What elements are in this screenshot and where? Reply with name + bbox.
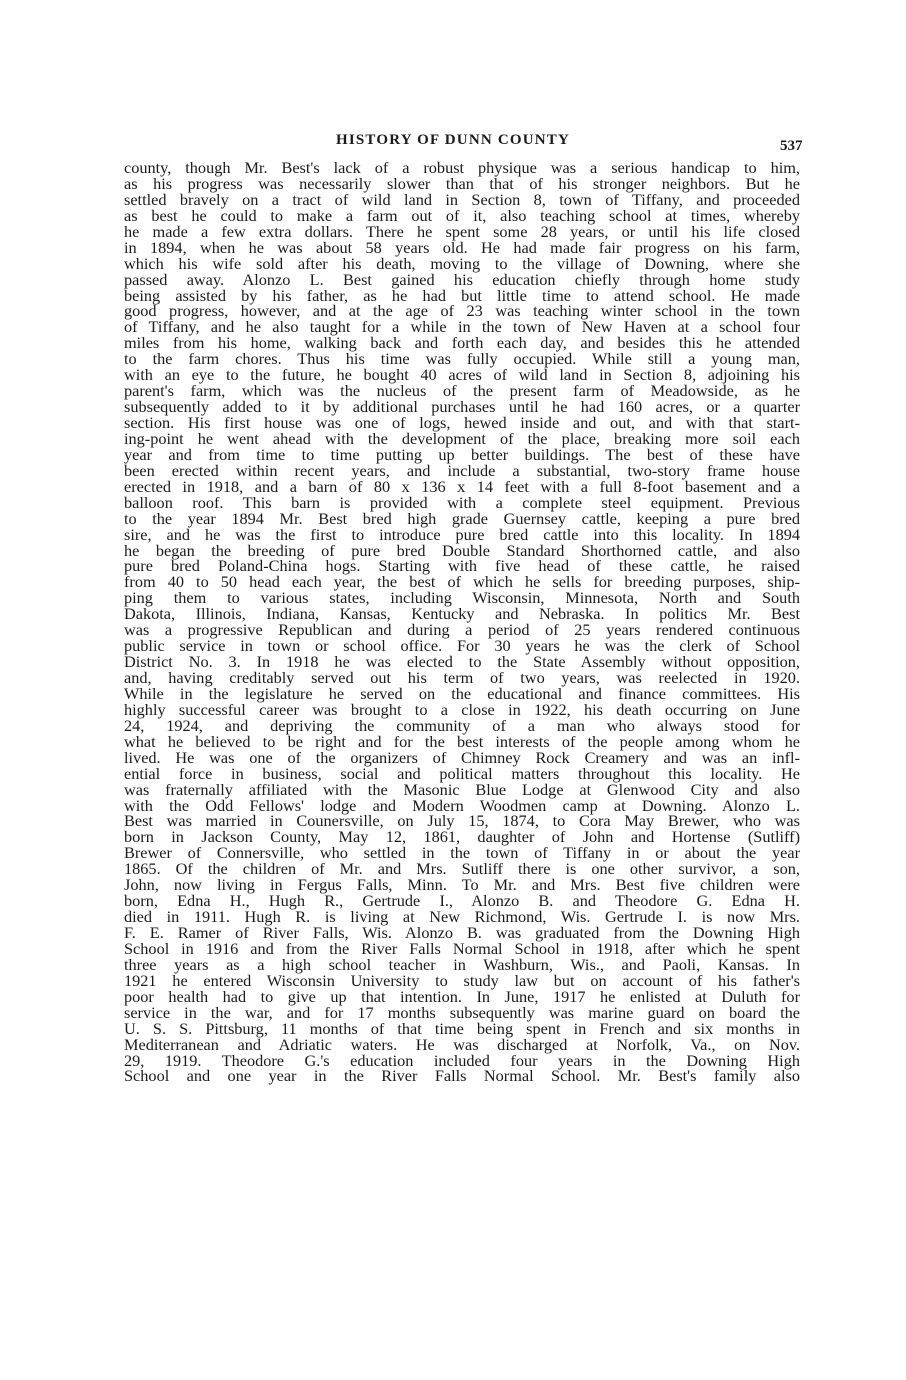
text-line: settled bravely on a tract of wild land in Section 8, town of Tiffany, and proceeded	[124, 189, 800, 209]
text-line: ping them to various states, including Wisconsin, Minnesota, North and South	[124, 588, 800, 608]
text-line: Brewer of Connersville, who settled in the town of Tiffany in or about the year	[124, 843, 800, 863]
text-line: section. His first house was one of logs, hewed inside and out, and with that start-	[124, 413, 800, 432]
text-line: to the year 1894 Mr. Best bred high grade Guernsey cattle, keeping a pure bred	[124, 508, 800, 528]
text-line: and, having creditably served out his term of two years, was reelected in 1920.	[124, 668, 800, 687]
text-line: what he believed to be right and for the best interests of the people among whom he	[124, 731, 800, 751]
text-line: Best was married in Counersville, on July 15, 1874, to Cora May Brewer, who was	[124, 811, 800, 831]
text-line: ential force in business, social and political matters throughout this locality. He	[124, 763, 800, 783]
text-line: F. E. Ramer of River Falls, Wis. Alonzo B. was graduated from the Downing High	[124, 923, 800, 942]
text-line: in 1894, when he was about 58 years old. He had made fair progress on his farm,	[124, 237, 800, 257]
text-line: erected in 1918, and a barn of 80 x 136 x 14 feet with a full 8-foot basement and a	[124, 476, 800, 496]
text-line: good progress, however, and at the age of 23 was teaching winter school in the town	[124, 301, 800, 321]
text-line: died in 1911. Hugh R. is living at New Richmond, Wis. Gertrude I. is now Mrs.	[124, 907, 800, 927]
text-line: been erected within recent years, and include a substantial, two-story frame house	[124, 460, 800, 480]
page-number: 537	[780, 138, 803, 154]
text-line: John, now living in Fergus Falls, Minn. To Mr. and Mrs. Best five children were	[124, 875, 800, 895]
text-line: born, Edna H., Hugh R., Gertrude I., Alonzo B. and Theodore G. Edna H.	[124, 891, 800, 911]
text-line: as best he could to make a farm out of it, also teaching school at times, whereby	[124, 205, 800, 225]
text-line: poor health had to give up that intention. In June, 1917 he enlisted at Duluth for	[124, 986, 800, 1006]
text-line: born in Jackson County, May 12, 1861, daughter of John and Hortense (Sutliff)	[124, 827, 800, 847]
text-line: which his wife sold after his death, moving to the village of Downing, where she	[124, 253, 800, 273]
text-line: as his progress was necessarily slower than that of his stronger neighbors. But he	[124, 173, 800, 193]
text-line: subsequently added to it by additional purchases until he had 160 acres, or a quarter	[124, 397, 800, 417]
text-line: 24, 1924, and depriving the community of a man who always stood for	[124, 715, 800, 735]
text-line: School and one year in the River Falls Normal School. Mr. Best's family also	[124, 1066, 800, 1086]
text-line: School in 1916 and from the River Falls Normal School in 1918, after which he spent	[124, 938, 800, 958]
text-line: ing-point he went ahead with the development of the place, breaking more soil each	[124, 428, 800, 448]
text-line: was fraternally affiliated with the Masonic Blue Lodge at Glenwood City and also	[124, 779, 800, 799]
text-line: highly successful career was brought to a close in 1922, his death occurring on June	[124, 699, 800, 719]
text-line: 1865. Of the children of Mr. and Mrs. Sutliff there is one other survivor, a son,	[124, 859, 800, 879]
running-head: HISTORY OF DUNN COUNTY	[335, 132, 571, 148]
text-line: public service in town or school office. For 30 years he was the clerk of School	[124, 636, 800, 656]
text-line: of Tiffany, and he also taught for a while in the town of New Haven at a school four	[124, 317, 800, 337]
text-line: passed away. Alonzo L. Best gained his education chiefly through home study	[124, 269, 800, 289]
text-line: being assisted by his father, as he had but little time to attend school. He made	[124, 285, 800, 305]
text-line: While in the legislature he served on the educational and finance committees. His	[124, 683, 800, 703]
text-line: sire, and he was the first to introduce pure bred cattle into this locality. In 1894	[124, 524, 800, 544]
body-text	[124, 160, 800, 1084]
text-line: year and from time to time putting up better buildings. The best of these have	[124, 444, 800, 464]
text-line: miles from his home, walking back and forth each day, and besides this he attended	[124, 333, 800, 353]
text-line: was a progressive Republican and during a period of 25 years rendered continuous	[124, 620, 800, 640]
text-line: U. S. S. Pittsburg, 11 months of that time being spent in French and six months in	[124, 1018, 800, 1038]
text-line: with an eye to the future, he bought 40 acres of wild land in Section 8, adjoining his	[124, 365, 800, 385]
text-line: parent's farm, which was the nucleus of the present farm of Meadowside, as he	[124, 381, 800, 401]
text-line: Mediterranean and Adriatic waters. He was discharged at Norfolk, Va., on Nov.	[124, 1034, 800, 1054]
text-line: he began the breeding of pure bred Double Standard Shorthorned cattle, and also	[124, 540, 800, 560]
page-header	[0, 126, 906, 156]
text-line: county, though Mr. Best's lack of a robust physique was a serious handicap to him,	[124, 158, 800, 177]
text-line: pure bred Poland-China hogs. Starting with five head of these cattle, he raised	[124, 556, 800, 576]
text-line: 29, 1919. Theodore G.'s education included four years in the Downing High	[124, 1050, 800, 1070]
text-line: Dakota, Illinois, Indiana, Kansas, Kentucky and Nebraska. In politics Mr. Best	[124, 604, 800, 624]
text-line: District No. 3. In 1918 he was elected to the State Assembly without opposition,	[124, 652, 800, 672]
text-line: to the farm chores. Thus his time was fully occupied. While still a young man,	[124, 349, 800, 369]
text-line: service in the war, and for 17 months subsequently was marine guard on board the	[124, 1002, 800, 1022]
text-line: with the Odd Fellows' lodge and Modern Woodmen camp at Downing. Alonzo L.	[124, 795, 800, 815]
text-line: from 40 to 50 head each year, the best of which he sells for breeding purposes, ship-	[124, 572, 800, 592]
text-line: 1921 he entered Wisconsin University to study law but on account of his father's	[124, 970, 800, 990]
text-line: three years as a high school teacher in Washburn, Wis., and Paoli, Kansas. In	[124, 954, 800, 974]
text-line: he made a few extra dollars. There he spent some 28 years, or until his life closed	[124, 221, 800, 241]
text-line: balloon roof. This barn is provided with a complete steel equipment. Previous	[124, 492, 800, 512]
text-line: lived. He was one of the organizers of Chimney Rock Creamery and was an infl-	[124, 747, 800, 767]
